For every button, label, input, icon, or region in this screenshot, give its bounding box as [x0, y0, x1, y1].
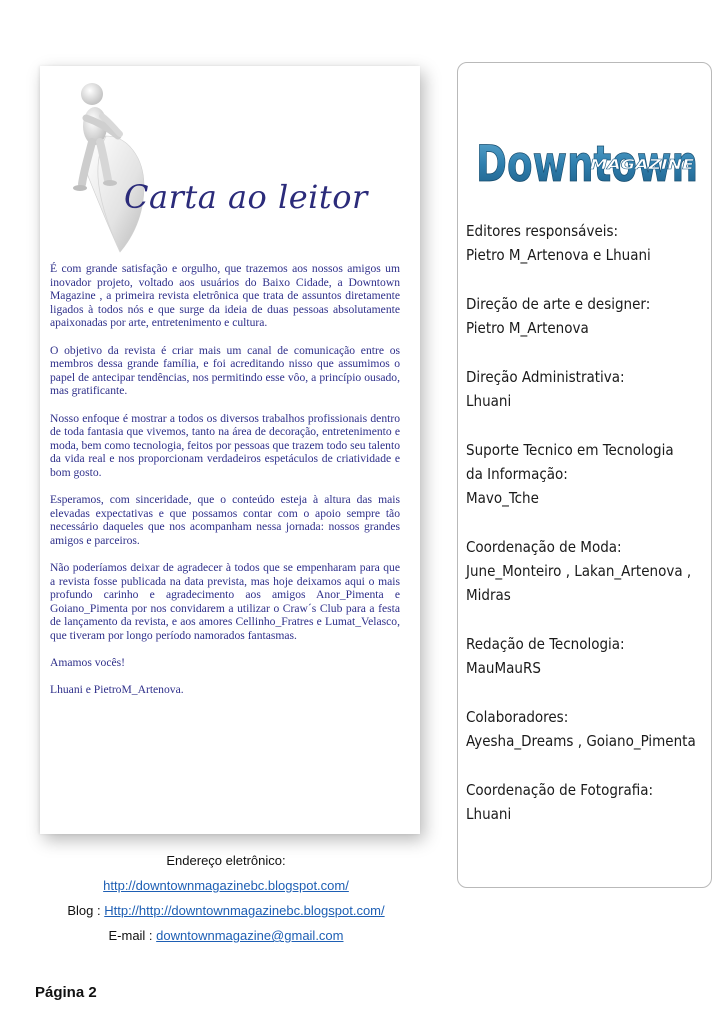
credit-names: Pietro M_Artenova e Lhuani — [466, 246, 651, 264]
credit-role: Editores responsáveis: — [466, 222, 619, 240]
credit-names: Lhuani — [466, 392, 512, 410]
logo-main-text: Downtown — [476, 135, 698, 193]
letter-paragraph: Nosso enfoque é mostrar a todos os diversos trabalhos profissionais dentro de toda fantasia que vivemos, tanto na área de decoração, entretenimento e moda, bem como tecnologia, feitos por pessoas que trazem todo seu talento da vida real e nos proporcionam verdadeiros espetáculos de criatividade e bom gosto. — [50, 411, 400, 479]
letter-title: Carta ao leitor — [124, 178, 368, 216]
credit-names: Ayesha_Dreams , Goiano_Pimenta — [466, 732, 696, 750]
credit-role: Direção de arte e designer: — [466, 295, 651, 313]
credit-editors — [466, 219, 711, 267]
credit-role-line2: da Informação: — [466, 465, 568, 483]
address-link[interactable]: http://downtownmagazinebc.blogspot.com/ — [103, 878, 349, 893]
credit-role: Colaboradores: — [466, 708, 569, 726]
letter-paragraph: Não poderíamos deixar de agradecer à todos que se empenharam para que a revista fosse publicada na data prevista, mas hoje deixamos aqui o mais profundo carinho e agradecimento aos amigos Anor_Pimenta e Goiano_Pimenta por nos convidarem a utilizar o Craw´s Club para a festa de lançamento da revista, e aos amores Cellinho_Fratres e Lumat_Velasco, que tiveram por longo período namorados fantasmas. — [50, 561, 400, 643]
credit-role: Coordenação de Moda: — [466, 538, 622, 556]
letter-card — [40, 66, 420, 834]
letter-paragraph: O objetivo da revista é criar mais um canal de comunicação entre os membros dessa grande família, e foi acreditando nisso que assumimos o papel de antecipar tendências, nos permitindo esse vôo, a princípio ousado, mas gratificante. — [50, 343, 400, 398]
credit-names: MauMauRS — [466, 659, 541, 677]
letter-paragraph: Esperamos, com sinceridade, que o conteúdo esteja à altura das mais elevadas expectativas e que possamos contar com o apoio sempre tão necessário daqueles que nos acompanham nessa jornada: nossos grandes amigos e parceiros. — [50, 493, 400, 547]
credit-contributors — [466, 705, 711, 753]
downtown-magazine-logo — [474, 123, 704, 193]
email-label: E-mail : — [108, 928, 157, 943]
blog-label: Blog : — [67, 903, 105, 918]
credit-role: Suporte Tecnico em Tecnologia — [466, 441, 674, 459]
letter-paragraph: É com grande satisfação e orgulho, que trazemos aos nossos amigos um inovador projeto, voltado aos usuários do Baixo Cidade, a Downtown Magazine , a primeira revista eletrônica que trata de assuntos diretamente ligados à todos nós e que surge da ideia de duas pessoas absolutamente apaixonadas por arte, entretenimento e cultura. — [50, 262, 400, 330]
page-number: Página 2 — [35, 984, 97, 1001]
credit-role: Direção Administrativa: — [466, 368, 625, 386]
credit-names: Lhuani — [466, 805, 512, 823]
credit-names-line2: Midras — [466, 586, 511, 604]
letter-body — [50, 262, 400, 711]
credit-names: Mavo_Tche — [466, 489, 539, 507]
credit-role: Coordenação de Fotografia: — [466, 781, 654, 799]
credit-names: June_Monteiro , Lakan_Artenova , — [466, 562, 692, 580]
credit-tech-support — [466, 438, 711, 510]
credit-admin-direction — [466, 365, 711, 413]
credit-art-direction — [466, 292, 711, 340]
credit-names: Pietro M_Artenova — [466, 319, 589, 337]
letter-closing: Amamos vocês! — [50, 656, 126, 670]
credit-fashion — [466, 535, 711, 607]
credit-photography — [466, 778, 711, 826]
credits-panel — [457, 62, 712, 888]
credits-list — [466, 219, 711, 851]
credit-role: Redação de Tecnologia: — [466, 635, 625, 653]
credit-tech-writing — [466, 632, 711, 680]
logo-sub-text: MAGAZINE — [590, 158, 695, 173]
blog-link[interactable]: Http://http://downtownmagazinebc.blogspot.com/ — [104, 903, 385, 918]
email-link[interactable]: downtownmagazine@gmail.com — [156, 928, 344, 943]
letter-signature: Lhuani e PietroM_Artenova. — [50, 683, 184, 697]
address-label: Endereço eletrônico: — [166, 853, 286, 868]
figure-peeling-page-illustration — [48, 66, 158, 256]
contact-block — [40, 848, 412, 948]
